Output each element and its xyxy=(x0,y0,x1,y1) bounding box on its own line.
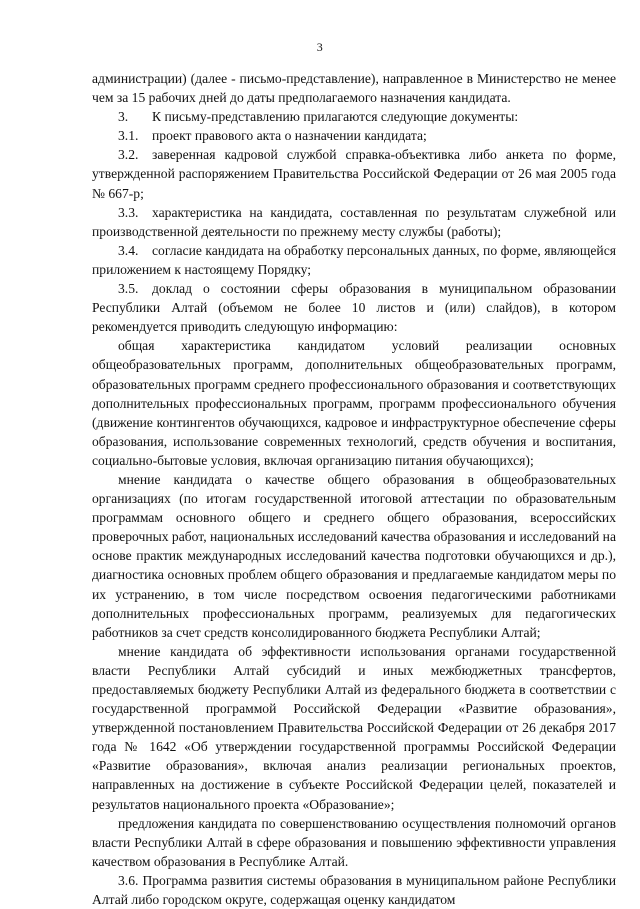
paragraph-text: проект правового акта о назначении кандидата; xyxy=(152,128,427,144)
paragraph-text: заверенная кадровой службой справка-объективка либо анкета по форме, утвержденной распоряжением Правительства Российской Федерации от 26 мая 2005 года № 667-р; xyxy=(92,147,616,201)
paragraph-number: 3.1. xyxy=(118,128,139,144)
paragraph: администрации) (далее - письмо-представление), направленное в Министерство не менее чем за 15 рабочих дней до даты предполагаемого назначения кандидата. xyxy=(92,71,616,106)
numbered-paragraph xyxy=(92,107,616,126)
numbered-paragraph xyxy=(92,126,616,145)
paragraph-number: 3.4. xyxy=(118,242,139,258)
numbered-paragraph xyxy=(92,145,616,202)
paragraph-number: 3.5. xyxy=(118,281,139,297)
paragraph-text: согласие кандидата на обработку персональных данных, по форме, являющейся приложением к настоящему Порядку; xyxy=(92,242,616,277)
numbered-paragraph xyxy=(92,203,616,241)
page-number: 3 xyxy=(316,40,324,54)
indented-paragraph: 3.6. Программа развития системы образования в муниципальном районе Республики Алтай либо городском округе, содержащая оценку кандидатом xyxy=(92,872,616,908)
paragraph-number: 3.2. xyxy=(118,147,139,163)
paragraph-number: 3.3. xyxy=(118,204,139,220)
indented-paragraph: общая характеристика кандидатом условий реализации основных общеобразовательных программ, дополнительных общеобразовательных программ, образовательных программ среднего профессионального образования и соответствующих дополнительных профессиональных программ, программ профессионального обучения (движение контингентов обучающихся, кадровое и инфраструктурное обеспечение сферы образования, использование современных технологий, средств обучения и воспитания, социально-бытовые условия, включая организацию питания обучающихся); xyxy=(92,338,616,468)
document-body xyxy=(92,69,616,909)
paragraph-number: 3. xyxy=(118,109,129,125)
numbered-paragraph xyxy=(92,241,616,279)
paragraph-text: К письму-представлению прилагаются следующие документы: xyxy=(152,109,519,125)
indented-paragraph: предложения кандидата по совершенствованию осуществления полномочий органов власти Республики Алтай в сфере образования и повышению эффективности управления качеством образования в Республике Алтай. xyxy=(92,815,616,869)
paragraph-text: характеристика на кандидата, составленная по результатам служебной или производственной деятельности по прежнему месту службы (работы); xyxy=(92,204,616,239)
indented-paragraph: мнение кандидата о качестве общего образования в общеобразовательных организациях (по итогам государственной итоговой аттестации по образовательным программам основного общего и среднего общего образования, всероссийских проверочных работ, национальных исследований качества образования и исследований на основе практик международных исследований качества подготовки обучающихся и др.), диагностика основных проблем общего образования и предлагаемые кандидатом меры по их устранению, в том числе посредством освоения педагогическими работниками дополнительных профессиональных программ, реализуемых для педагогических работников за счет средств консолидированного бюджета Республики Алтай; xyxy=(92,471,616,640)
indented-paragraph: мнение кандидата об эффективности использования органами государственной власти Республики Алтай субсидий и иных межбюджетных трансфертов, предоставляемых бюджету Республики Алтай из федерального бюджета в соответствии с государственной программой Российской Федерации «Развитие образования», утвержденной постановлением Правительства Российской Федерации от 26 декабря 2017 года № 1642 «Об утверждении государственной программы Российской Федерации «Развитие образования», включая анализ реализации региональных проектов, направленных на достижение в субъекте Российской Федерации целей, показателей и результатов национального проекта «Образование»; xyxy=(92,643,616,812)
paragraph-text: доклад о состоянии сферы образования в муниципальном образовании Республики Алтай (объемом не более 10 листов и (или) слайдов), в котором рекомендуется приводить следующую информацию: xyxy=(92,281,616,335)
numbered-paragraph xyxy=(92,279,616,336)
